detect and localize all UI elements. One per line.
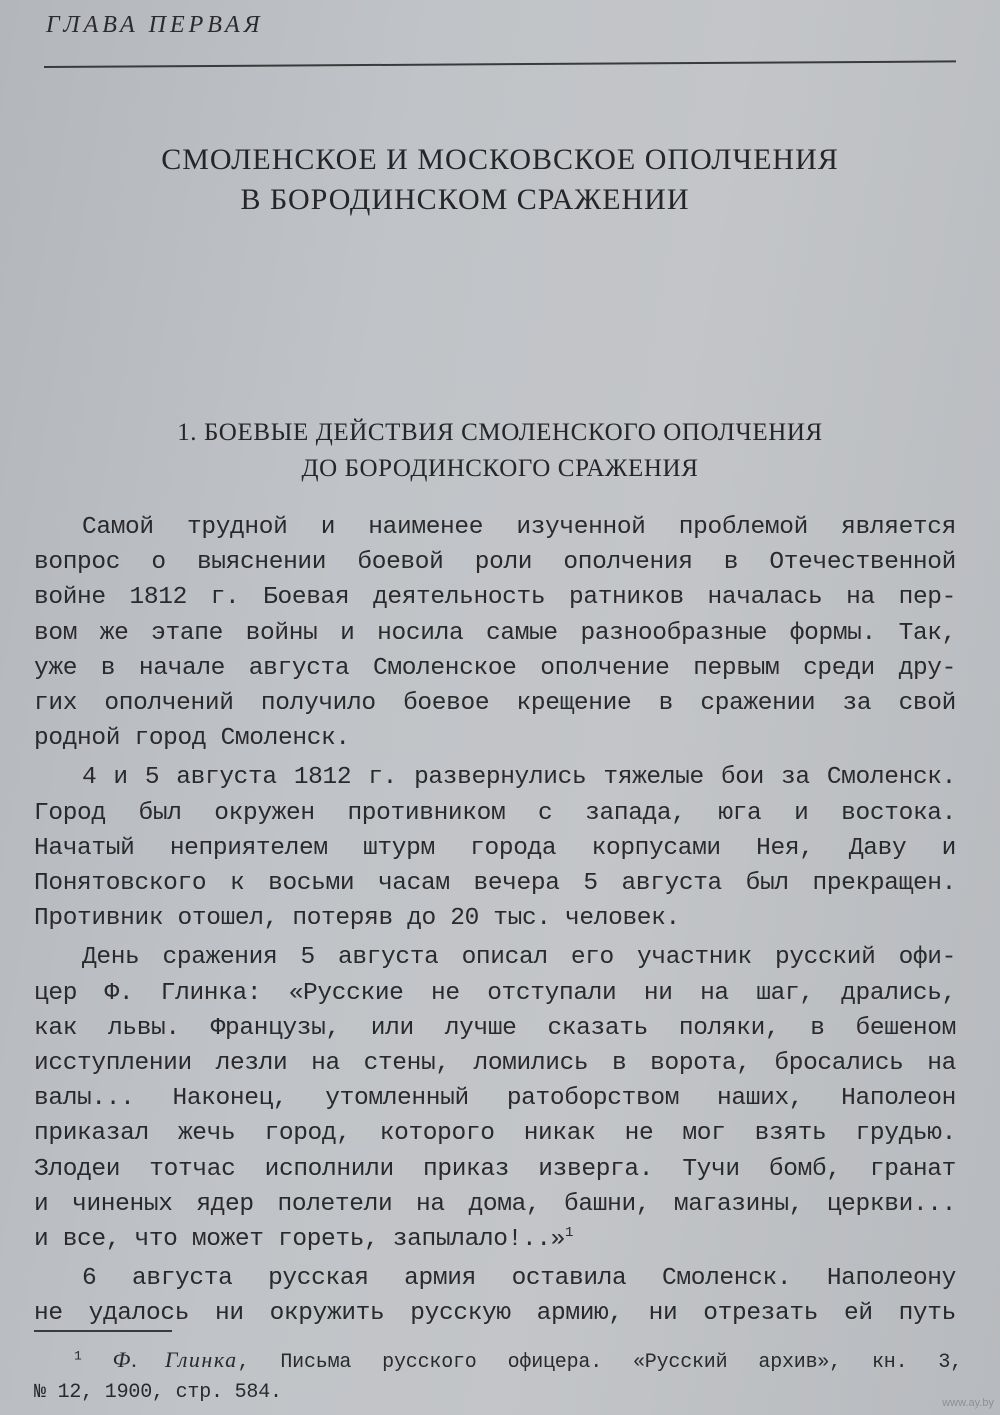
text-line: Начатый неприятелем штурм города корпусами Нея, Даву и: [34, 834, 956, 862]
text-line: как львы. Французы, или лучше сказать поляки, в бешеном: [34, 1014, 956, 1042]
footnote-line-1: [34, 1345, 962, 1378]
text-line: и чиненых ядер полетели на дома, башни, магазины, церкви...: [34, 1190, 956, 1218]
text-line: уже в начале августа Смоленское ополчение первым среди дру-: [34, 654, 956, 682]
footnote-mark: 1: [74, 1348, 82, 1364]
text-line: Самой трудной и наименее изученной проблемой является: [82, 514, 956, 541]
footnote-line-2: № 12, 1900, стр. 584.: [34, 1381, 282, 1404]
chapter-title-line-1: СМОЛЕНСКОЕ И МОСКОВСКОЕ ОПОЛЧЕНИЯ: [161, 143, 839, 176]
watermark: www.ay.by: [942, 1397, 994, 1409]
paragraph-4: [34, 1261, 956, 1331]
body-text: [34, 510, 956, 1332]
text-line: Город был окружен противником с запада, юга и востока.: [34, 799, 956, 827]
text-line: 6 августа русская армия оставила Смоленск. Наполеону: [82, 1265, 956, 1293]
footnote-rule: [34, 1330, 172, 1332]
text-line: Злодеи тотчас исполнили приказ изверга. Тучи бомб, гранат: [34, 1155, 956, 1183]
text-line: приказал жечь город, которого никак не мог взять грудью.: [34, 1120, 956, 1148]
text-line: исступлении лезли на стены, ломились в ворота, бросались на: [34, 1050, 956, 1078]
section-title-line-1: 1. БОЕВЫЕ ДЕЙСТВИЯ СМОЛЕНСКОГО ОПОЛЧЕНИЯ: [177, 419, 823, 446]
paragraph-2: [34, 760, 956, 936]
footnote: [34, 1345, 962, 1408]
text-line: вопрос о выяснении боевой роли ополчения в Отечественной: [34, 549, 956, 577]
paragraph-3: [34, 940, 956, 1257]
section-title: [60, 415, 940, 487]
footnote-author: Ф. Глинка: [112, 1347, 238, 1372]
paragraph-1: [34, 510, 956, 756]
text-line: Понятовского к восьми часам вечера 5 августа был прекращен.: [34, 870, 956, 898]
text-line: не удалось ни окружить русскую армию, ни отрезать ей путь: [34, 1300, 956, 1328]
text-line: Противник отошел, потеряв до 20 тыс. человек.: [34, 905, 680, 933]
text-line: День сражения 5 августа описал его участник русский офи-: [82, 944, 956, 972]
footnote-reference[interactable]: 1: [565, 1224, 574, 1241]
text-line: родной город Смоленск.: [34, 725, 350, 753]
chapter-title: [60, 140, 940, 220]
text-line-content: и все, что может гореть, запылало!..»: [34, 1226, 566, 1254]
footnote-citation: , Письма русского офицера. «Русский архив», кн. 3,: [237, 1351, 962, 1374]
chapter-label: ГЛАВА ПЕРВАЯ: [46, 12, 264, 38]
section-title-line-2: ДО БОРОДИНСКОГО СРАЖЕНИЯ: [301, 455, 699, 482]
header-rule: [44, 60, 956, 68]
text-line: войне 1812 г. Боевая деятельность ратников началась на пер-: [34, 584, 956, 612]
text-line: цер Ф. Глинка: «Русские не отступали ни на шаг, дрались,: [34, 979, 956, 1007]
text-line: валы... Наконец, утомленный ратоборством наших, Наполеон: [34, 1085, 956, 1113]
text-line: гих ополчений получило боевое крещение в сражении за свой: [34, 690, 956, 718]
chapter-title-line-2: В БОРОДИНСКОМ СРАЖЕНИИ: [240, 183, 690, 216]
text-line: вом же этапе войны и носила самые разнообразные формы. Так,: [34, 619, 956, 647]
text-line: 4 и 5 августа 1812 г. развернулись тяжелые бои за Смоленск.: [82, 764, 956, 792]
text-line-with-footnote: [34, 1222, 956, 1257]
